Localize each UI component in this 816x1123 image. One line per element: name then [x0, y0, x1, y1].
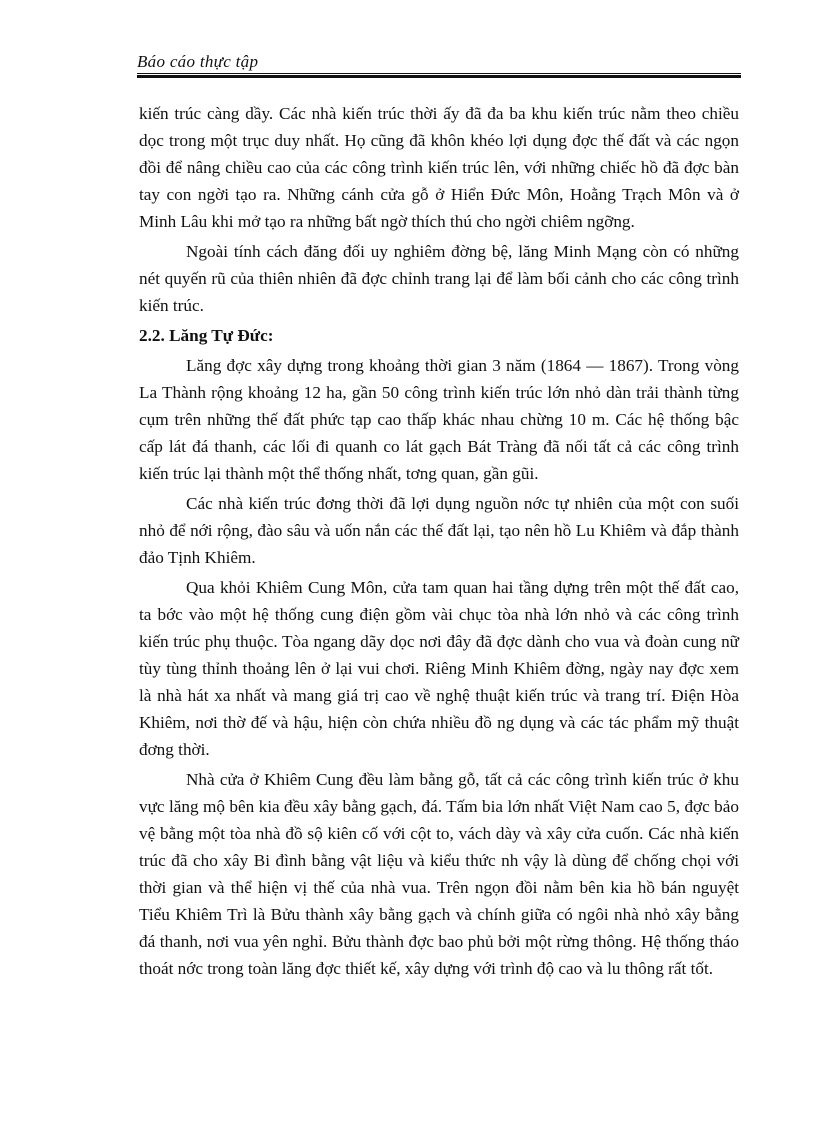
header-rule-thin [137, 73, 741, 74]
paragraph-continuation: kiến trúc càng dầy. Các nhà kiến trúc thời ấy đã đa ba khu kiến trúc nằm theo chiều dọc trong một trục duy nhất. Họ cũng đã khôn khéo lợi dụng đợc thế đất và các ngọn đồi để nâng chiều cao của các công trình kiến trúc lên, với những chiếc hồ đã đợc bàn tay con ngời tạo ra. Những cánh cửa gỗ ở Hiển Đức Môn, Hoằng Trạch Môn và ở Minh Lâu khi mở tạo ra những bất ngờ thích thú cho ngời chiêm ngỡng. [139, 104, 739, 231]
header-rule-thick [137, 75, 741, 78]
paragraph-architects: Các nhà kiến trúc đơng thời đã lợi dụng nguồn nớc tự nhiên của một con suối nhỏ để nới rộng, đào sâu và uốn nắn các thế đất lại, tạo nên hồ Lu Khiêm và đắp thành đảo Tịnh Khiêm. [139, 494, 739, 567]
document-body [139, 100, 739, 985]
header-title: Báo cáo thực tập [137, 52, 259, 71]
paragraph-minh-mang: Ngoài tính cách đăng đối uy nghiêm đờng bệ, lăng Minh Mạng còn có những nét quyến rũ của thiên nhiên đã đợc chỉnh trang lại để làm bối cảnh cho các công trình kiến trúc. [139, 242, 739, 315]
paragraph-buildings: Nhà cửa ở Khiêm Cung đều làm bằng gỗ, tất cả các công trình kiến trúc ở khu vực lăng mộ bên kia đều xây bằng gạch, đá. Tấm bia lớn nhất Việt Nam cao 5, đợc bảo vệ bằng một tòa nhà đồ sộ kiên cố với cột to, vách dày và xây cửa cuốn. Các nhà kiến trúc đã cho xây Bi đình bằng vật liệu và kiểu thức nh vậy là dùng để chống chọi với thời gian và thể hiện vị thế của nhà vua. Trên ngọn đồi nằm bên kia hồ bán nguyệt Tiểu Khiêm Trì là Bửu thành xây bằng gạch và chính giữa có ngôi nhà nhỏ xây bằng đá thanh, nơi vua yên nghỉ. Bửu thành đợc bao phủ bởi một rừng thông. Hệ thống tháo thoát nớc trong toàn lăng đợc thiết kế, xây dựng với trình độ cao và lu thông rất tốt. [139, 770, 739, 978]
page-header [137, 52, 741, 72]
section-heading-tu-duc: 2.2. Lăng Tự Đức: [139, 326, 274, 345]
paragraph-khiem-cung: Qua khỏi Khiêm Cung Môn, cửa tam quan hai tầng dựng trên một thế đất cao, ta bớc vào một hệ thống cung điện gồm vài chục tòa nhà lớn nhỏ và các công trình kiến trúc phụ thuộc. Tòa ngang dãy dọc nơi đây đã đợc dành cho vua và đoàn cung nữ tùy tùng thỉnh thoảng lên ở lại vui chơi. Riêng Minh Khiêm đờng, ngày nay đợc xem là nhà hát xa nhất và mang giá trị cao về nghệ thuật kiến trúc và trang trí. Điện Hòa Khiêm, nơi thờ đế và hậu, hiện còn chứa nhiều đồ ng dụng và các tác phẩm mỹ thuật đơng thời. [139, 578, 739, 759]
paragraph-construction: Lăng đợc xây dựng trong khoảng thời gian 3 năm (1864 — 1867). Trong vòng La Thành rộng khoảng 12 ha, gần 50 công trình kiến trúc lớn nhỏ dàn trải thành từng cụm trên những thế đất phức tạp cao thấp khác nhau chừng 10 m. Các hệ thống bậc cấp lát đá thanh, các lối đi quanh co lát gạch Bát Tràng đã nối tất cả các công trình kiến trúc lại thành một thể thống nhất, tơng quan, gần gũi. [139, 356, 739, 483]
